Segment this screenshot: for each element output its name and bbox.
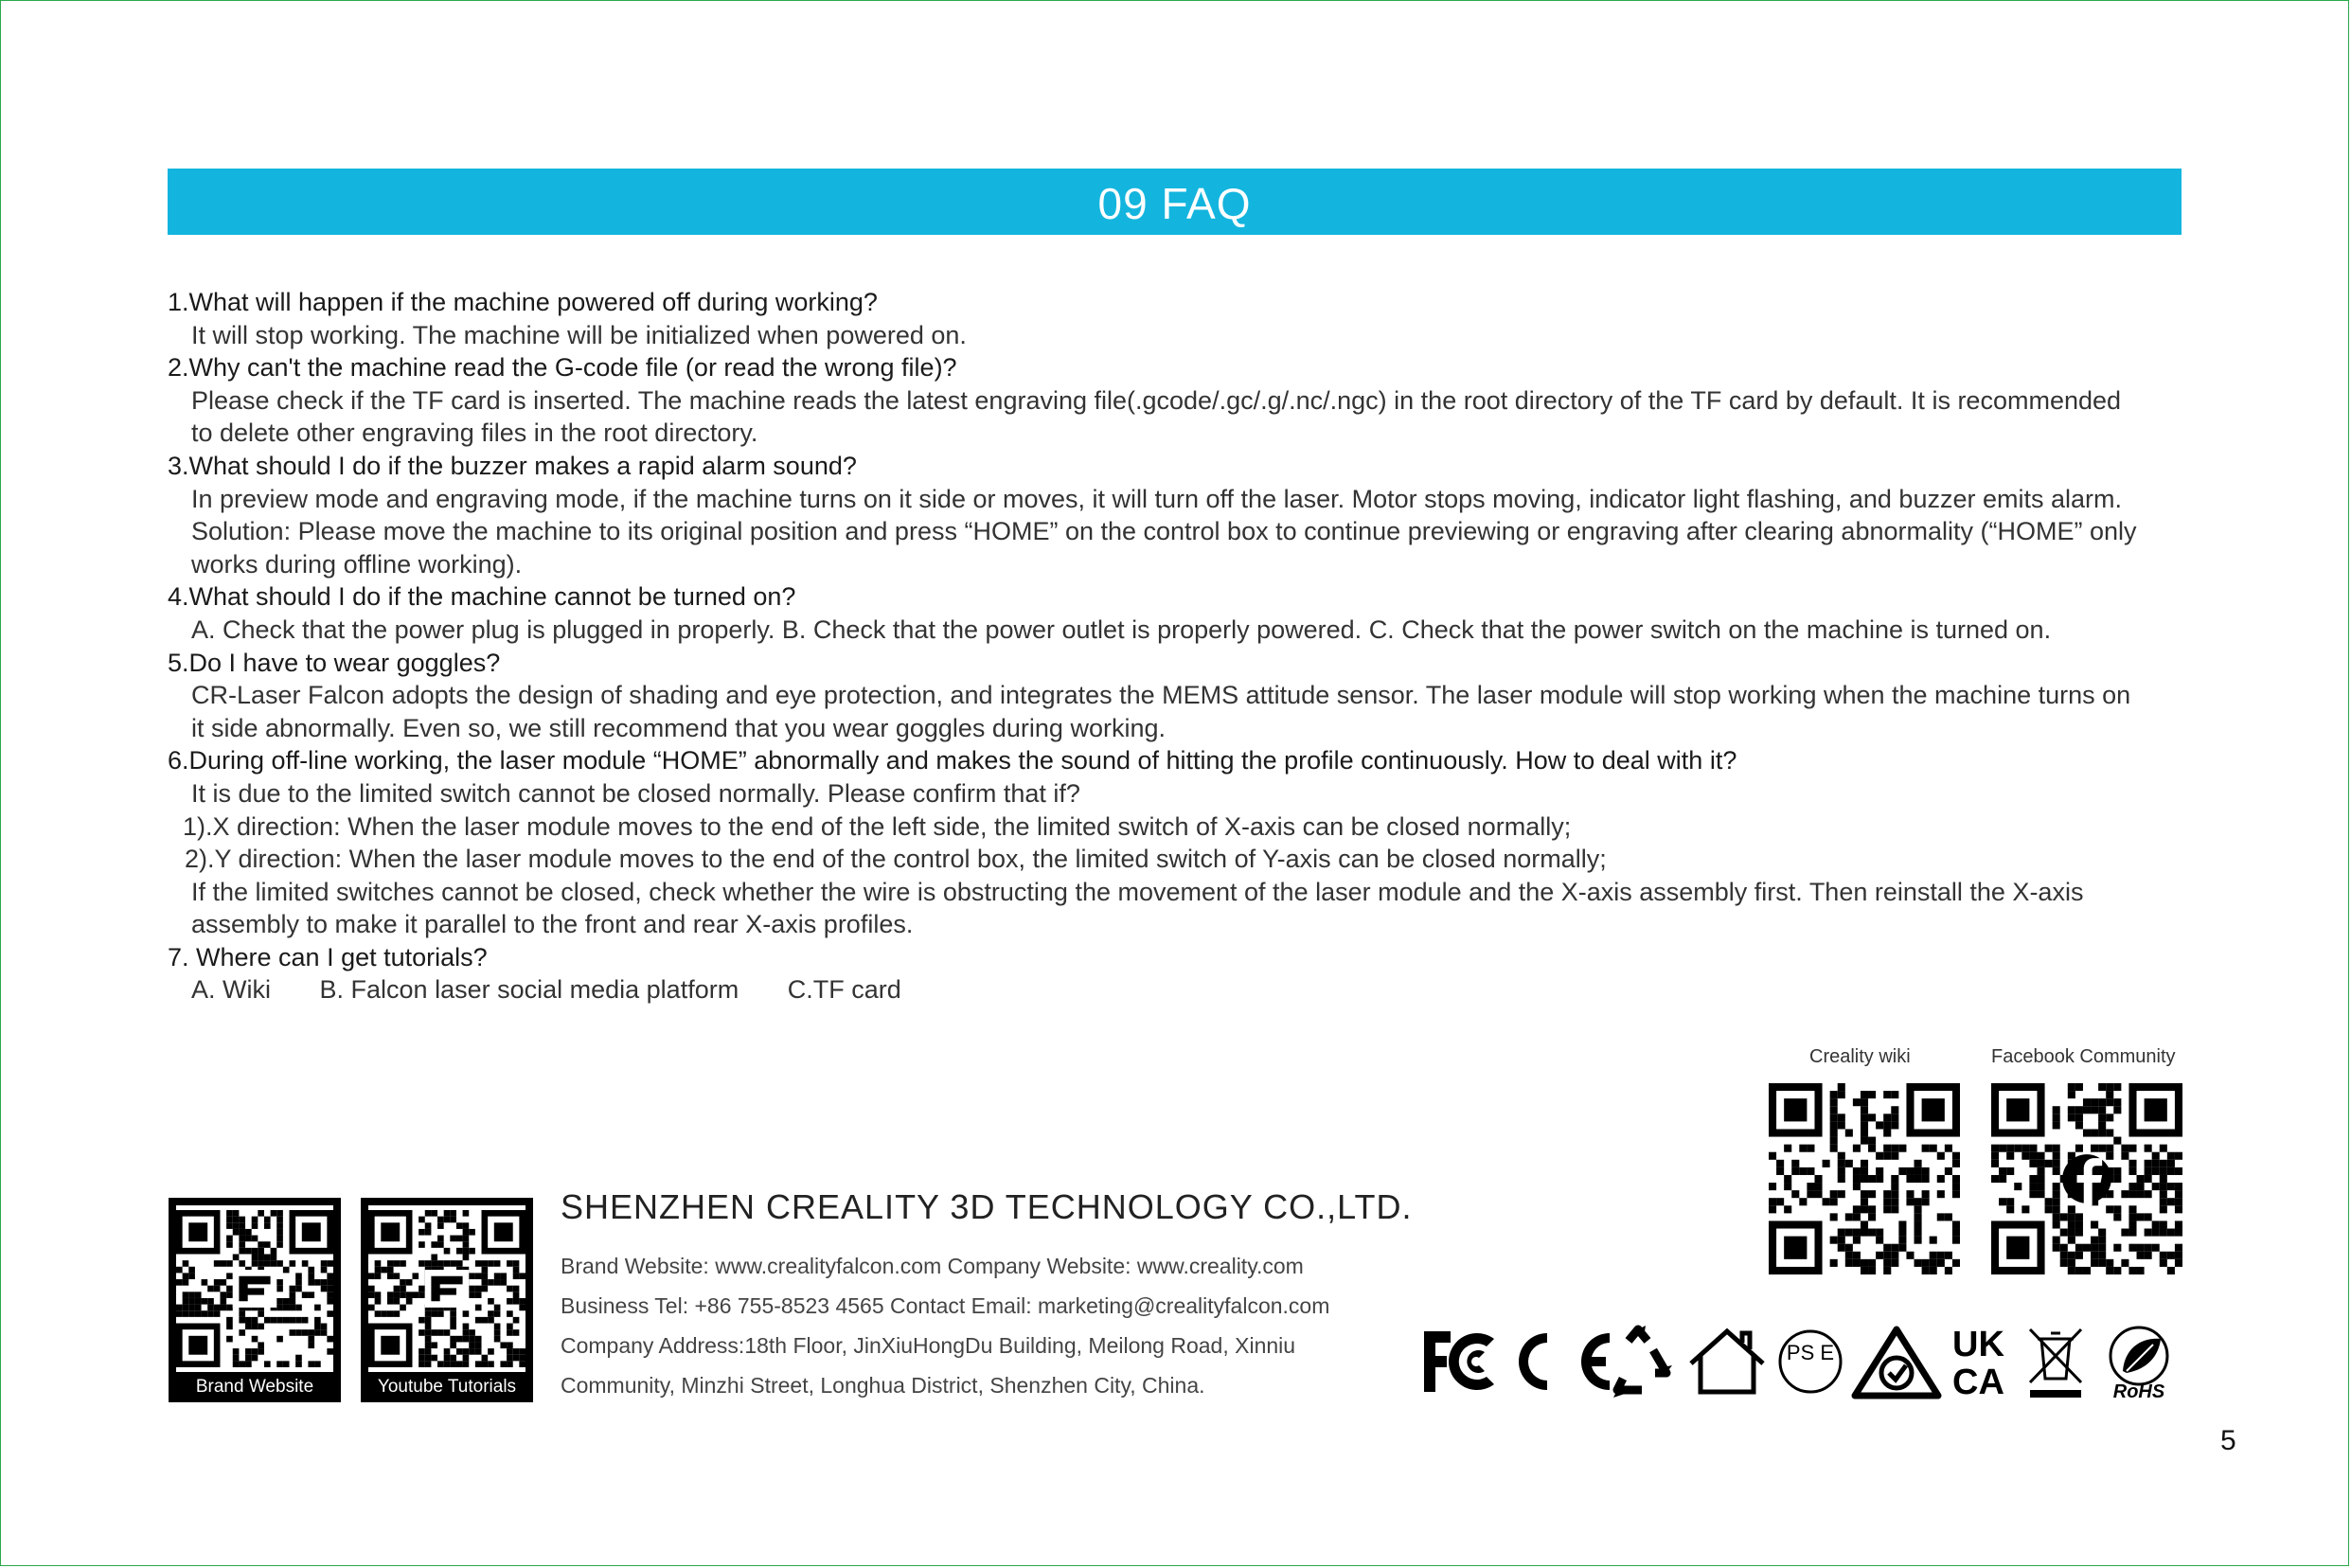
section-title: 09 FAQ [1097, 179, 1252, 228]
indoor-use-house-icon [1685, 1324, 1769, 1399]
company-contact: Business Tel: +86 755-8523 4565 Contact Email: marketing@crealityfalcon.com [561, 1293, 1330, 1318]
faq-answer: A. Check that the power plug is plugged in properly. B. Check that the power outlet is properly powered. C. Check that the power switch on the machine is turned on. [191, 615, 2052, 644]
option-social-media: B. Falcon laser social media platform [319, 975, 739, 1005]
youtube-tutorials-qr-card[interactable] [361, 1198, 533, 1402]
pse-text: PS E [1786, 1341, 1835, 1364]
faq-answer: assembly to make it parallel to the front and rear X-axis profiles. [191, 910, 914, 939]
qr-pattern [1991, 1083, 2182, 1274]
faq-sub-item: 2).Y direction: When the laser module moves to the end of the control box, the limited switch of Y-axis can be closed normally; [185, 845, 1607, 874]
ukca-mark-icon [1949, 1324, 2021, 1399]
rohs-text: RoHS [2112, 1381, 2165, 1399]
creality-wiki-label: Creality wiki [1809, 1046, 1911, 1067]
option-wiki: A. Wiki [191, 975, 271, 1005]
faq-answer: In preview mode and engraving mode, if the machine turns on it side or moves, it will turn off the laser. Motor stops moving, indicator light flashing, and buzzer emits alarm. [191, 484, 2122, 513]
qr-pattern [1769, 1083, 1960, 1274]
brand-website-qr-card[interactable] [169, 1198, 341, 1402]
rohs-mark-icon [2094, 1324, 2183, 1399]
pse-mark-icon [1777, 1324, 1843, 1399]
faq-question: 6.During off-line working, the laser module “HOME” abnormally and makes the sound of hitting the profile continuously. How to deal with it? [168, 746, 1737, 775]
faq-question: 1.What will happen if the machine powered off during working? [168, 288, 878, 316]
page-number: 5 [2220, 1425, 2236, 1456]
recycle-icon [1600, 1324, 1676, 1399]
faq-answer: CR-Laser Falcon adopts the design of shading and eye protection, and integrates the MEMS attitude sensor. The laser module will stop working when the machine turns on [191, 681, 2131, 710]
faq-answer: If the limited switches cannot be closed, check whether the wire is obstructing the movement of the laser module and the X-axis assembly first. Then reinstall the X-axis [191, 877, 2084, 906]
qr-pattern [368, 1205, 525, 1372]
faq-answer: It will stop working. The machine will be initialized when powered on. [191, 320, 967, 349]
creality-wiki-qr-code[interactable] [1769, 1083, 1960, 1274]
faq-answer: Please check if the TF card is inserted. The machine reads the latest engraving file(.gcode/.gc/.g/.nc/.ngc) in the root directory of the TF card by default. It is recommended [191, 385, 2122, 415]
faq-answer: to delete other engraving files in the root directory. [191, 419, 758, 448]
option-tf-card: C.TF card [787, 975, 901, 1005]
faq-question: 4.What should I do if the machine cannot be turned on? [168, 582, 796, 612]
faq-answer: it side abnormally. Even so, we still recommend that you wear goggles during working. [191, 713, 1166, 742]
faq-question: 3.What should I do if the buzzer makes a rapid alarm sound? [168, 451, 857, 480]
facebook-community-qr-code[interactable] [1991, 1083, 2182, 1274]
weee-bin-icon [2024, 1324, 2087, 1399]
section-header [168, 169, 2182, 235]
faq-question: 7. Where can I get tutorials? [168, 942, 488, 971]
faq-question: 2.Why can't the machine read the G-code file (or read the wrong file)? [168, 353, 957, 383]
youtube-tutorials-caption: Youtube Tutorials [377, 1377, 517, 1397]
fcc-mark-icon [1418, 1324, 1500, 1399]
brand-website-caption: Brand Website [195, 1377, 314, 1397]
company-websites: Brand Website: www.crealityfalcon.com Company Website: www.creality.com [561, 1254, 1304, 1278]
faq-sub-item: 1).X direction: When the laser module moves to the end of the left side, the limited switch of X-axis can be closed normally; [183, 811, 1572, 841]
qr-pattern [176, 1205, 333, 1372]
rcm-mark-icon [1851, 1324, 1942, 1399]
faq-options [168, 973, 2194, 1007]
facebook-community-label: Facebook Community [1991, 1046, 2176, 1067]
company-address-continued: Community, Minzhi Street, Longhua District, Shenzhen City, China. [561, 1373, 1205, 1398]
company-address: Company Address:18th Floor, JinXiuHongDu Building, Meilong Road, Xinniu [561, 1333, 1296, 1358]
faq-answer: works during offline working). [191, 549, 523, 579]
faq-answer: It is due to the limited switch cannot be closed normally. Please confirm that if? [191, 778, 1080, 808]
company-name: SHENZHEN CREALITY 3D TECHNOLOGY CO.,LTD. [561, 1187, 1413, 1226]
faq-list [168, 286, 2194, 1007]
faq-answer: Solution: Please move the machine to its original position and press “HOME” on the control box to continue previewing or engraving after clearing abnormality (“HOME” only [191, 517, 2137, 546]
ukca-ca-text: CA [1952, 1363, 2004, 1399]
ukca-uk-text: UK [1952, 1325, 2004, 1364]
faq-question: 5.Do I have to wear goggles? [168, 648, 501, 677]
